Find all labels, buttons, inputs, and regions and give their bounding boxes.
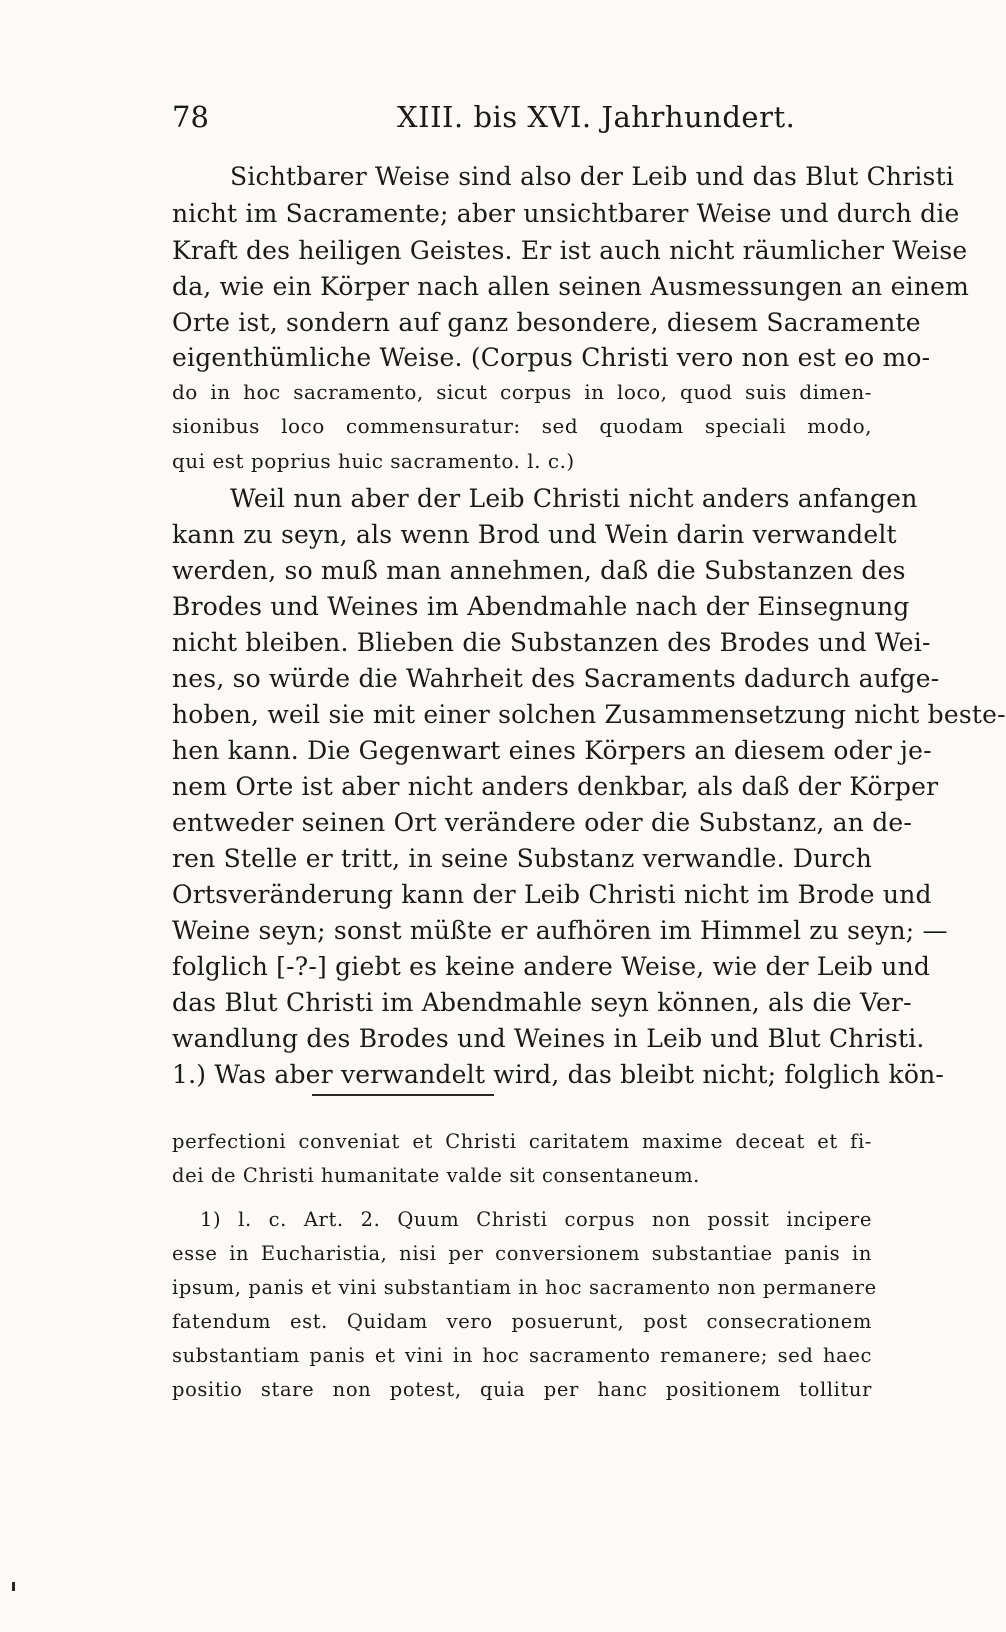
text-line: Brodes und Weines im Abendmahle nach der Einsegnung — [172, 592, 910, 621]
text-line: qui est poprius huic sacramento. l. c.) — [172, 449, 575, 473]
text-line: 1.) Was aber verwandelt wird, das bleibt nicht; folglich kön- — [172, 1060, 945, 1089]
text-line: sionibus loco commensuratur: sed quodam speciali modo, — [172, 414, 872, 438]
page-number: 78 — [172, 100, 209, 134]
text-line: nicht bleiben. Blieben die Substanzen des Brodes und Wei- — [172, 628, 931, 657]
page-header — [172, 100, 832, 140]
text-line: nicht im Sacramente; aber unsichtbarer Weise und durch die — [172, 199, 960, 228]
text-line: kann zu seyn, als wenn Brod und Wein darin verwandelt — [172, 520, 897, 549]
text-line: hen kann. Die Gegenwart eines Körpers an diesem oder je- — [172, 736, 932, 765]
text-line: nem Orte ist aber nicht anders denkbar, als daß der Körper — [172, 772, 939, 801]
running-head: XIII. bis XVI. Jahrhundert. — [397, 100, 796, 134]
footnote-line: perfectioni conveniat et Christi caritatem maxime deceat et fi- — [172, 1130, 872, 1153]
footnote-line: 1) l. c. Art. 2. Quum Christi corpus non possit incipere — [200, 1208, 872, 1231]
text-line: Ortsveränderung kann der Leib Christi nicht im Brode und — [172, 880, 932, 909]
text-line: Weil nun aber der Leib Christi nicht anders anfangen — [230, 484, 918, 513]
text-line: da, wie ein Körper nach allen seinen Ausmessungen an einem — [172, 272, 969, 301]
text-line: Sichtbarer Weise sind also der Leib und das Blut Christi — [230, 162, 955, 191]
footnote-line: ipsum, panis et vini substantiam in hoc sacramento non permanere — [172, 1276, 877, 1299]
footnote-line: esse in Eucharistia, nisi per conversionem substantiae panis in — [172, 1242, 872, 1265]
footnote-line: substantiam panis et vini in hoc sacramento remanere; sed haec — [172, 1344, 872, 1367]
text-line: wandlung des Brodes und Weines in Leib und Blut Christi. — [172, 1024, 925, 1053]
text-line: folglich [-?-] giebt es keine andere Weise, wie der Leib und — [172, 952, 931, 981]
margin-speck — [12, 1582, 15, 1591]
text-line: nes, so würde die Wahrheit des Sacraments dadurch aufge- — [172, 664, 940, 693]
footnote-separator — [312, 1094, 494, 1096]
text-line: do in hoc sacramento, sicut corpus in loco, quod suis dimen- — [172, 380, 872, 404]
text-line: Weine seyn; sonst müßte er aufhören im Himmel zu seyn; — — [172, 916, 948, 945]
footnote-line: dei de Christi humanitate valde sit consentaneum. — [172, 1164, 700, 1187]
text-line: eigenthümliche Weise. (Corpus Christi vero non est eo mo- — [172, 343, 931, 372]
footnote-line: fatendum est. Quidam vero posuerunt, post consecrationem — [172, 1310, 872, 1333]
text-line: werden, so muß man annehmen, daß die Substanzen des — [172, 556, 906, 585]
text-line: Kraft des heiligen Geistes. Er ist auch nicht räumlicher Weise — [172, 236, 968, 265]
text-line: entweder seinen Ort verändere oder die Substanz, an de- — [172, 808, 913, 837]
text-line: Orte ist, sondern auf ganz besondere, diesem Sacramente — [172, 308, 921, 337]
text-line: ren Stelle er tritt, in seine Substanz verwandle. Durch — [172, 844, 873, 873]
text-line: hoben, weil sie mit einer solchen Zusammensetzung nicht beste- — [172, 700, 1006, 729]
footnote-line: positio stare non potest, quia per hanc positionem tollitur — [172, 1378, 872, 1401]
text-line: das Blut Christi im Abendmahle seyn können, als die Ver- — [172, 988, 912, 1017]
